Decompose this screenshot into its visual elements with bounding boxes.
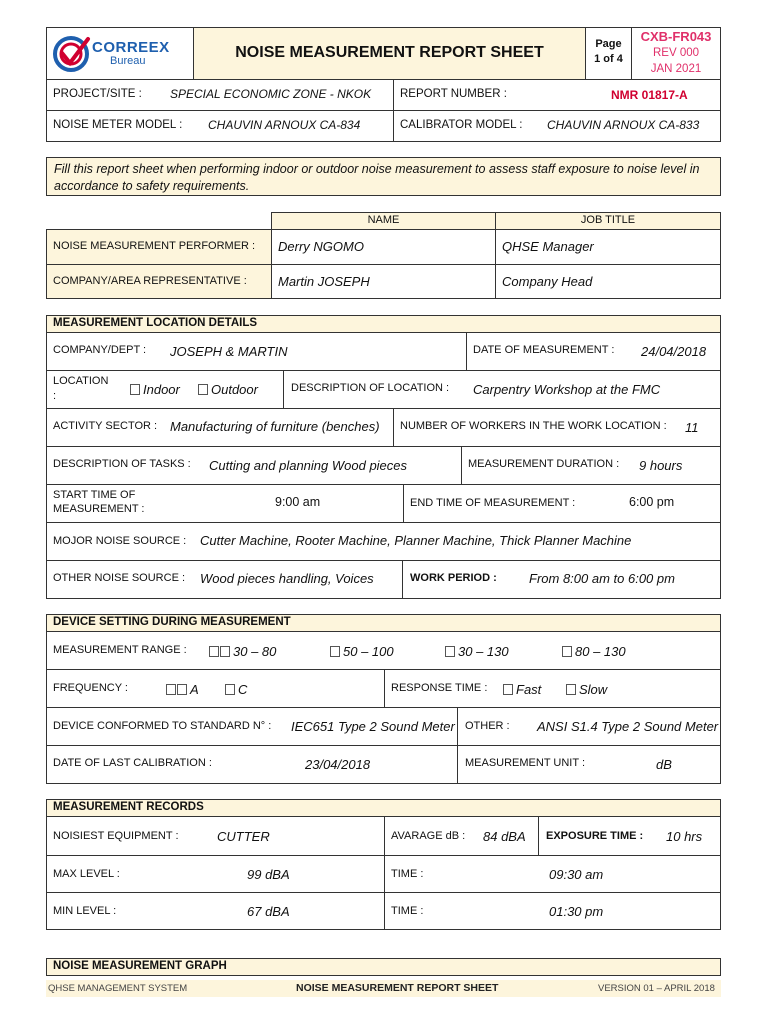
range-1-checkbox[interactable]	[209, 646, 219, 657]
date-measurement-value: 24/04/2018	[641, 344, 707, 359]
resp-slow-checkbox[interactable]	[566, 684, 576, 695]
logo-check-icon	[52, 33, 92, 75]
representative-job: Company Head	[502, 274, 593, 289]
project-site-label: PROJECT/SITE :	[53, 88, 142, 100]
footer-left: QHSE MANAGEMENT SYSTEM	[48, 983, 188, 994]
noise-meter-label: NOISE METER MODEL :	[53, 119, 183, 131]
average-value: 84 dBA	[483, 829, 526, 844]
date-measurement-label: DATE OF MEASUREMENT :	[473, 344, 615, 356]
freq-option-a[interactable]: A	[166, 682, 199, 697]
duration-label: MEASUREMENT DURATION :	[468, 458, 620, 470]
desc-location-value: Carpentry Workshop at the FMC	[473, 382, 661, 397]
freq-a-checkbox[interactable]	[166, 684, 176, 695]
doc-date: JAN 2021	[650, 63, 702, 75]
end-time-value: 6:00 pm	[629, 495, 675, 509]
company-dept-value: JOSEPH & MARTIN	[170, 344, 288, 359]
calibrator-label: CALIBRATOR MODEL :	[400, 119, 523, 131]
company-logo	[52, 33, 187, 75]
start-time-label: START TIME OF	[53, 489, 136, 501]
other-standard-value: ANSI S1.4 Type 2 Sound Meter	[537, 719, 719, 734]
records-section-title: MEASUREMENT RECORDS	[53, 801, 204, 813]
min-level-label: MIN LEVEL :	[53, 905, 117, 917]
range-option-2[interactable]: 50 – 100	[330, 644, 394, 659]
unit-value: dB	[656, 757, 672, 772]
activity-sector-label: ACTIVITY SECTOR :	[53, 420, 158, 432]
graph-section-title: NOISE MEASUREMENT GRAPH	[53, 960, 227, 972]
resp-fast-checkbox[interactable]	[503, 684, 513, 695]
last-calibration-label: DATE OF LAST CALIBRATION :	[53, 757, 212, 769]
standard-label: DEVICE CONFORMED TO STANDARD N° :	[53, 720, 272, 732]
range-option-4[interactable]: 80 – 130	[562, 644, 626, 659]
range-option-3[interactable]: 30 – 130	[445, 644, 509, 659]
report-number-label: REPORT NUMBER :	[400, 88, 507, 100]
min-time-label: TIME :	[391, 905, 424, 917]
min-time-value: 01:30 pm	[549, 904, 604, 919]
workers-value: 11	[685, 420, 699, 435]
average-label: AVARAGE dB :	[391, 830, 466, 842]
representative-name: Martin JOSEPH	[278, 274, 370, 289]
col-name-header: NAME	[367, 214, 400, 226]
performer-label: NOISE MEASUREMENT PERFORMER :	[53, 240, 256, 252]
range-2-checkbox[interactable]	[330, 646, 340, 657]
freq-c-checkbox[interactable]	[225, 684, 235, 695]
other-source-value: Wood pieces handling, Voices	[200, 571, 374, 586]
project-site-value: SPECIAL ECONOMIC ZONE - NKOK	[170, 87, 372, 101]
col-job-header: JOB TITLE	[580, 214, 636, 226]
standard-value: IEC651 Type 2 Sound Meter	[291, 719, 455, 734]
exposure-label: EXPOSURE TIME :	[546, 830, 644, 842]
work-period-label: WORK PERIOD :	[410, 572, 497, 584]
page-label: Page	[595, 38, 622, 50]
range-option-1[interactable]: 30 – 80	[209, 644, 276, 659]
response-label: RESPONSE TIME :	[391, 682, 488, 694]
instructions-box	[46, 157, 721, 196]
noise-meter-value: CHAUVIN ARNOUX CA-834	[208, 118, 361, 132]
footer-center: NOISE MEASUREMENT REPORT SHEET	[296, 982, 499, 994]
frequency-label: FREQUENCY :	[53, 682, 128, 694]
device-section-title: DEVICE SETTING DURING MEASUREMENT	[53, 616, 291, 628]
activity-sector-value: Manufacturing of furniture (benches)	[170, 419, 380, 434]
tasks-value: Cutting and planning Wood pieces	[209, 458, 408, 473]
start-time-value: 9:00 am	[275, 495, 321, 509]
noisiest-label: NOISIEST EQUIPMENT :	[53, 830, 179, 842]
freq-option-c[interactable]: C	[225, 682, 247, 697]
last-calibration-value: 23/04/2018	[305, 757, 371, 772]
noisiest-value: CUTTER	[217, 829, 270, 844]
max-level-value: 99 dBA	[247, 867, 290, 882]
representative-label: COMPANY/AREA REPRESENTATIVE :	[53, 275, 247, 287]
page-title: NOISE MEASUREMENT REPORT SHEET	[235, 44, 544, 61]
major-source-value: Cutter Machine, Rooter Machine, Planner Machine, Thick Planner Machine	[200, 533, 632, 548]
page-value: 1 of 4	[594, 53, 623, 65]
other-standard-label: OTHER :	[465, 720, 510, 732]
calibrator-value: CHAUVIN ARNOUX CA-833	[547, 118, 700, 132]
work-period-value: From 8:00 am to 6:00 pm	[529, 571, 675, 586]
resp-option-slow[interactable]: Slow	[566, 682, 607, 697]
performer-name: Derry NGOMO	[278, 239, 364, 254]
max-time-label: TIME :	[391, 868, 424, 880]
location-label: LOCATION	[53, 375, 109, 387]
logo-text: CORREEX	[92, 39, 170, 56]
range-label: MEASUREMENT RANGE :	[53, 644, 187, 656]
max-level-label: MAX LEVEL :	[53, 868, 120, 880]
major-source-label: MOJOR NOISE SOURCE :	[53, 535, 187, 547]
resp-option-fast[interactable]: Fast	[503, 682, 541, 697]
min-level-value: 67 dBA	[247, 904, 290, 919]
indoor-checkbox[interactable]	[130, 384, 140, 395]
report-number-value: NMR 01817-A	[611, 88, 688, 102]
workers-label: NUMBER OF WORKERS IN THE WORK LOCATION :	[400, 420, 667, 432]
indoor-option[interactable]: Indoor	[130, 382, 180, 397]
outdoor-option[interactable]: Outdoor	[198, 382, 258, 397]
desc-location-label: DESCRIPTION OF LOCATION :	[291, 382, 450, 394]
start-time-label-2: MEASUREMENT :	[53, 503, 145, 515]
range-4-checkbox[interactable]	[562, 646, 572, 657]
company-dept-label: COMPANY/DEPT :	[53, 344, 147, 356]
logo-subtext: Bureau	[110, 55, 146, 67]
range-3-checkbox[interactable]	[445, 646, 455, 657]
max-time-value: 09:30 am	[549, 867, 604, 882]
tasks-label: DESCRIPTION OF TASKS :	[53, 458, 191, 470]
doc-rev: REV 000	[652, 47, 700, 59]
end-time-label: END TIME OF MEASUREMENT :	[410, 497, 576, 509]
unit-label: MEASUREMENT UNIT :	[465, 757, 585, 769]
duration-value: 9 hours	[639, 458, 683, 473]
outdoor-checkbox[interactable]	[198, 384, 208, 395]
location-section-title: MEASUREMENT LOCATION DETAILS	[53, 317, 258, 329]
doc-code: CXB-FR043	[640, 29, 712, 44]
performer-job: QHSE Manager	[502, 239, 594, 254]
footer-right: VERSION 01 – APRIL 2018	[598, 983, 715, 994]
exposure-value: 10 hrs	[666, 829, 703, 844]
instructions-text: Fill this report sheet when performing indoor or outdoor noise measurement to assess staff exposure to noise level in accordance to safety requirements.	[54, 162, 700, 193]
location-label-colon: :	[53, 390, 57, 402]
other-source-label: OTHER NOISE SOURCE :	[53, 572, 186, 584]
